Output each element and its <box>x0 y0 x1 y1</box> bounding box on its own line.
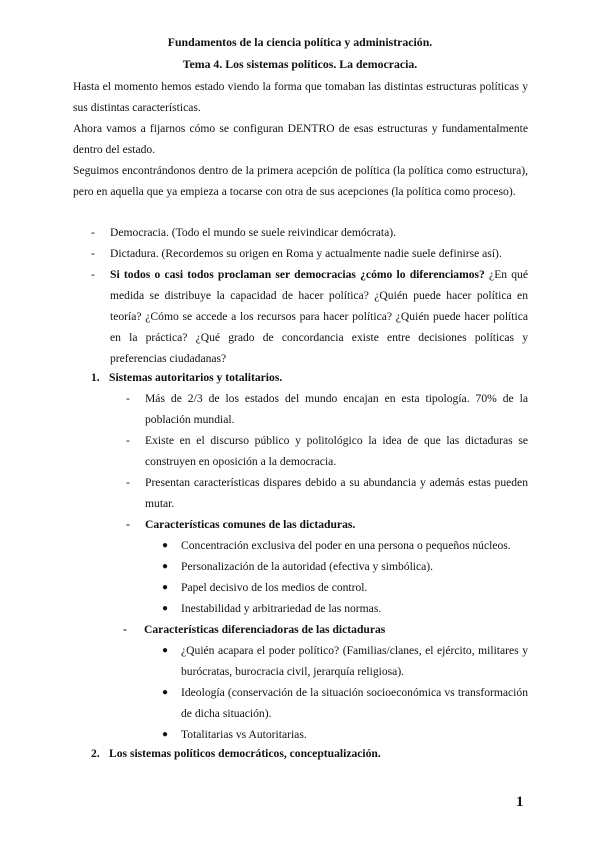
list-dash: - <box>126 392 130 405</box>
common-characteristics-heading: Características comunes de las dictaduras. <box>145 518 356 531</box>
list-item-text: Democracia. (Todo el mundo se suele reivindicar demócrata). <box>110 226 397 239</box>
page-number: 1 <box>516 794 524 810</box>
section-1-heading: Sistemas autoritarios y totalitarios. <box>109 371 283 384</box>
differentiating-characteristics-heading: Características diferenciadoras de las dictaduras <box>144 623 386 636</box>
list-dash: - <box>126 476 130 489</box>
bullet-icon: ● <box>162 582 169 593</box>
bullet-icon: ● <box>162 729 169 740</box>
bullet-icon: ● <box>162 687 169 698</box>
bullet-icon: ● <box>162 645 169 656</box>
list-dash: - <box>123 623 127 636</box>
bullet-icon: ● <box>162 603 169 614</box>
list-dash: - <box>126 518 130 531</box>
list-item-bold: Si todos o casi todos proclaman ser democracias ¿cómo lo diferenciamos? <box>110 268 485 281</box>
list-item-dictadura <box>110 243 528 264</box>
common-characteristic: Concentración exclusiva del poder en una persona o pequeños núcleos. <box>181 539 511 552</box>
common-characteristic: Personalización de la autoridad (efectiva y simbólica). <box>181 560 434 573</box>
differentiating-characteristic: Totalitarias vs Autoritarias. <box>181 728 307 741</box>
topic-title: Tema 4. Los sistemas políticos. La democracia. <box>182 57 418 71</box>
list-item-democracia <box>110 222 528 243</box>
differentiating-characteristic: Ideología (conservación de la situación socioeconómica vs transformación de dicha situación). <box>181 686 528 720</box>
list-dash: - <box>91 226 95 239</box>
section-2-heading: Los sistemas políticos democráticos, conceptualización. <box>109 747 381 760</box>
list-dash: - <box>126 434 130 447</box>
list-item-question <box>110 264 528 369</box>
bullet-icon: ● <box>162 540 169 551</box>
bullet-icon: ● <box>162 561 169 572</box>
list-item-text: Dictadura. (Recordemos su origen en Roma y actualmente nadie suele definirse así). <box>110 247 502 260</box>
section-1-item: Existe en el discurso público y politológico la idea de que las dictaduras se construyen en oposición a la democracia. <box>145 434 528 468</box>
section-1-item: Presentan características dispares debido a su abundancia y además estas pueden mutar. <box>145 476 528 510</box>
differentiating-characteristic: ¿Quién acapara el poder político? (Familias/clanes, el ejército, militares y burócratas, burocracia civil, jerarquía religiosa). <box>181 644 528 678</box>
section-1-item: Más de 2/3 de los estados del mundo encajan en esta tipología. 70% de la población mundial. <box>145 392 528 426</box>
intro-paragraph-1: Hasta el momento hemos estado viendo la forma que tomaban las distintas estructuras políticas y sus distintas características. <box>73 80 528 114</box>
list-item-text: ¿En qué medida se distribuye la capacidad de hacer política? ¿Quién puede hacer política en teoría? ¿Cómo se accede a los recursos para hacer política? ¿Quién puede hacer política en la práctica? ¿Qué grado de concordancia existe entre decisiones políticas y preferencias ciudadanas? <box>110 268 528 365</box>
intro-paragraph-3: Seguimos encontrándonos dentro de la primera acepción de política (la política como estructura), pero en aquella que ya empieza a tocarse con otra de sus acepciones (la política como proceso). <box>73 164 528 198</box>
course-title: Fundamentos de la ciencia política y administración. <box>167 35 433 49</box>
common-characteristic: Inestabilidad y arbitrariedad de las normas. <box>181 602 382 615</box>
list-dash: - <box>91 247 95 260</box>
section-2-number: 2. <box>91 747 100 760</box>
list-dash: - <box>91 268 95 281</box>
common-characteristic: Papel decisivo de los medios de control. <box>181 581 368 594</box>
section-1-number: 1. <box>91 371 100 384</box>
intro-paragraph-2: Ahora vamos a fijarnos cómo se configuran DENTRO de esas estructuras y fundamentalmente dentro del estado. <box>73 122 528 156</box>
